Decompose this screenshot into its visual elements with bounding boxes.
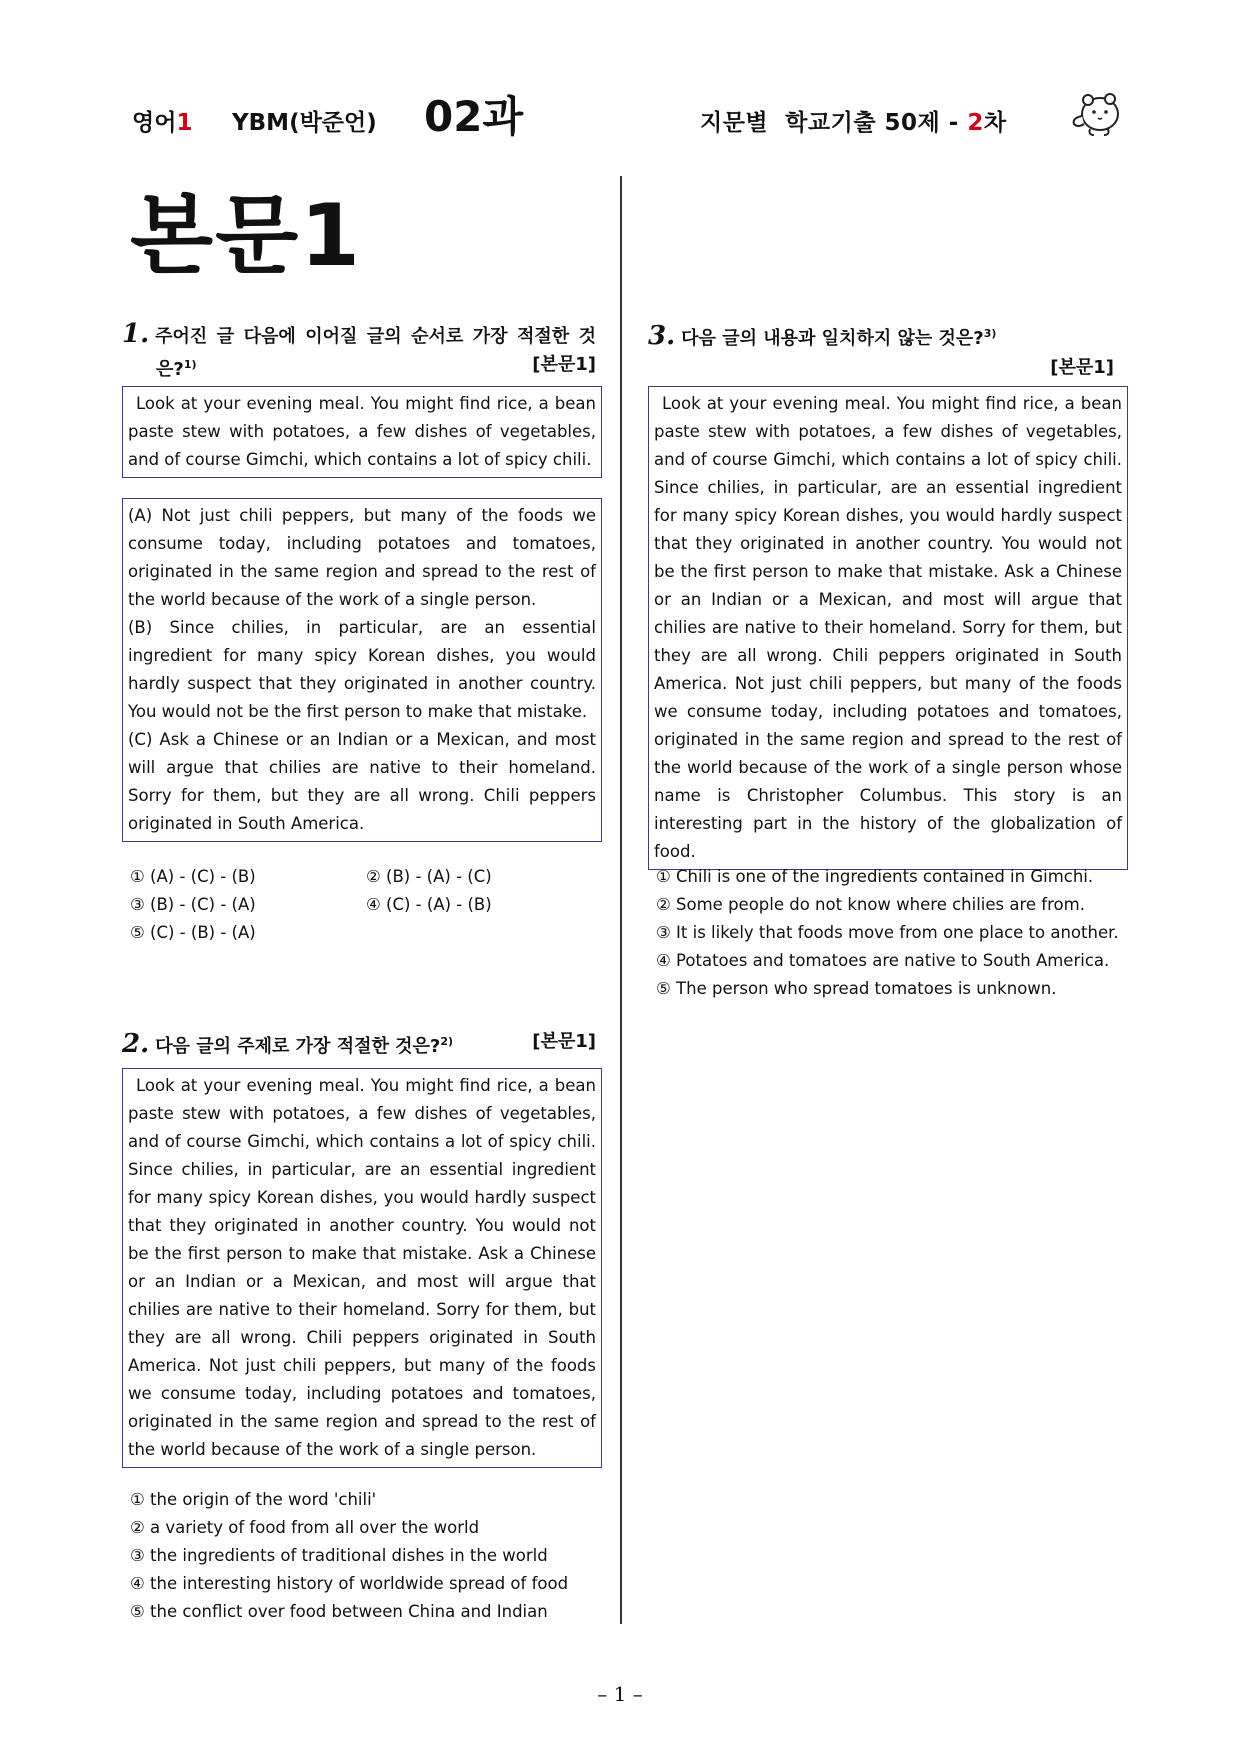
q3-option-2[interactable]: ② Some people do not know where chilies are from. [656,895,1085,914]
page-header [0,82,1240,142]
q1-passage-c: (C) Ask a Chinese or an Indian or a Mexican, and most will argue that chilies are native to their homeland. Sorry for them, but they are all wrong. Chili peppers originated in South America. [128,730,596,833]
q2-option-4[interactable]: ④ the interesting history of worldwide spread of food [130,1574,569,1593]
q1-passage-b: (B) Since chilies, in particular, are an essential ingredient for many spicy Korean dishes, you would hardly suspect that they originated in another country. You would not be the first person to make that mistake. [128,618,596,721]
series-label: 지문별 학교기출 50제 - 2차 [700,110,1007,136]
q1-given-passage: Look at your evening meal. You might find rice, a bean paste stew with potatoes, a few dishes of vegetables, and of course Gimchi, which contains a lot of spicy chili. [122,386,602,478]
q3-option-1[interactable]: ① Chili is one of the ingredients contained in Gimchi. [656,867,1094,886]
page-number: – 1 – [597,1682,643,1706]
q3-tag: [본문1] [1050,357,1114,378]
question-3 [648,320,1114,379]
q3-option-5[interactable]: ⑤ The person who spread tomatoes is unknown. [656,979,1057,998]
q3-option-4[interactable]: ④ Potatoes and tomatoes are native to South America. [656,951,1110,970]
q2-option-2[interactable]: ② a variety of food from all over the world [130,1518,480,1537]
q3-option-3[interactable]: ③ It is likely that foods move from one place to another. [656,923,1119,942]
q1-passages-box [122,498,602,842]
q1-option-3[interactable]: ③ (B) - (C) - (A) [130,895,256,914]
column-divider [620,176,622,1624]
q1-options [130,863,602,947]
q1-passage-a: (A) Not just chili peppers, but many of the foods we consume today, including potatoes and tomatoes, originated in the same region and spread to the rest of the world because of the work of a single person. [128,506,596,609]
q2-tag: [본문1] [532,1031,596,1052]
q1-prompt: 1. 주어진 글 다음에 이어질 글의 순서로 가장 적절한 것 [122,319,596,349]
q2-option-1[interactable]: ① the origin of the word 'chili' [130,1490,377,1509]
q1-tag: [본문1] [532,354,596,375]
question-1 [122,320,596,384]
q1-option-4[interactable]: ④ (C) - (A) - (B) [366,895,492,914]
bear-mascot-icon [1068,86,1124,138]
q2-option-3[interactable]: ③ the ingredients of traditional dishes in the world [130,1546,548,1565]
q1-option-5[interactable]: ⑤ (C) - (B) - (A) [130,923,256,942]
q1-prompt-cont: 은?$^{1)}$ [156,358,197,380]
q2-option-5[interactable]: ⑤ the conflict over food between China and Indian [130,1602,548,1621]
publisher-label: YBM(박준언) [232,110,377,136]
q1-option-2[interactable]: ② (B) - (A) - (C) [366,867,492,886]
q2-options [130,1486,600,1626]
q3-prompt: 3. 다음 글의 내용과 일치하지 않는 것은?$^{3)}$ [648,321,997,351]
q3-options [656,863,1120,1003]
q2-prompt: 2. 다음 글의 주제로 가장 적절한 것은?$^{2)}$ [122,1029,454,1059]
q3-passage: Look at your evening meal. You might find rice, a bean paste stew with potatoes, a few dishes of vegetables, and of course Gimchi, which contains a lot of spicy chili. Since chilies, in particular, are an essential ingredient for many spicy Korean dishes, you would hardly suspect that they originated in another country. You would not be the first person to make that mistake. Ask a Chinese or an Indian or a Mexican, and most will argue that chilies are native to their homeland. Sorry for them, but they are all wrong. Chili peppers originated in South America. Not just chili peppers, but many of the foods we consume today, including potatoes and tomatoes, originated in the same region and spread to the rest of the world because of the work of a single person whose name is Christopher Columbus. This story is an interesting part in the history of the globalization of food. [648,386,1128,870]
question-2 [122,1028,596,1061]
page-title: 본문1 [130,186,362,286]
lesson-label: 02과 [424,92,524,141]
q2-passage: Look at your evening meal. You might find rice, a bean paste stew with potatoes, a few dishes of vegetables, and of course Gimchi, which contains a lot of spicy chili. Since chilies, in particular, are an essential ingredient for many spicy Korean dishes, you would hardly suspect that they originated in another country. You would not be the first person to make that mistake. Ask a Chinese or an Indian or a Mexican, and most will argue that chilies are native to their homeland. Sorry for them, but they are all wrong. Chili peppers originated in South America. Not just chili peppers, but many of the foods we consume today, including potatoes and tomatoes, originated in the same region and spread to the rest of the world because of the work of a single person. [122,1068,602,1468]
subject-label: 영어1 [132,110,193,136]
q1-option-1[interactable]: ① (A) - (C) - (B) [130,867,256,886]
